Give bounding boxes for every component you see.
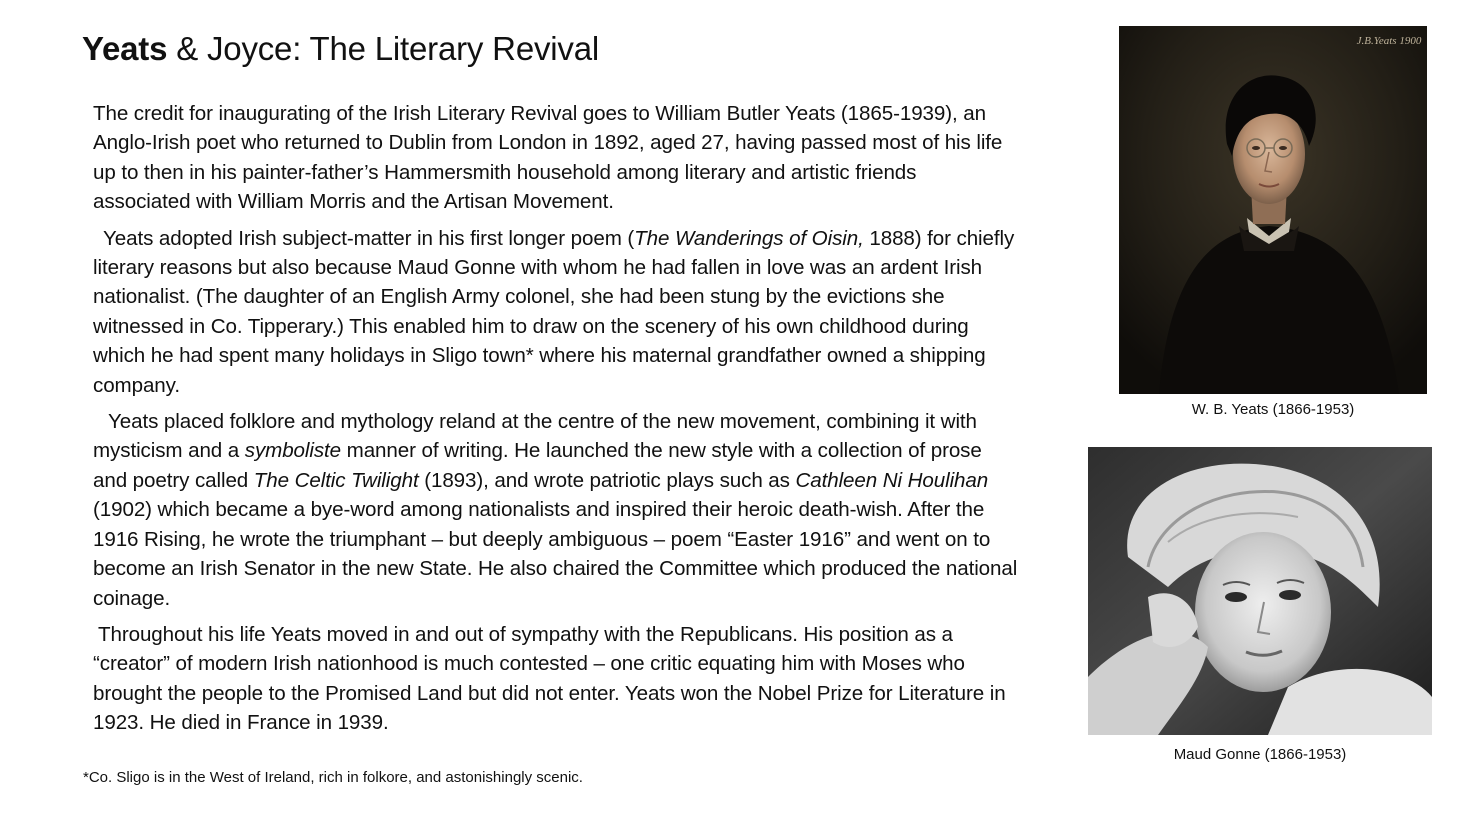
title-bold: Yeats bbox=[82, 30, 168, 67]
yeats-caption: W. B. Yeats (1866-1953) bbox=[1191, 401, 1355, 418]
paragraph-1: The credit for inaugurating of the Irish Literary Revival goes to William Butler Yeats (1865-1939), an Anglo-Irish poet who returned to Dublin from London in 1892, aged 27, having passed most of his life up to then in his painter-father’s Hammersmith household among literary and artistic friends associated with William Morris and the Artisan Movement. bbox=[93, 102, 1003, 214]
title-rest: & Joyce: The Literary Revival bbox=[167, 30, 599, 67]
body-text bbox=[93, 99, 1018, 745]
slide-title bbox=[82, 30, 599, 68]
paragraph-2: Yeats adopted Irish subject-matter in his first longer poem (The Wanderings of Oisin, 1888) for chiefly literary reasons but also because Maud Gonne with whom he had fallen in love was an ardent Irish nationalist. (The daughter of an English Army colonel, she had been stung by the evictions she witnessed in Co. Tipperary.) This enabled him to draw on the scenery of his own childhood during which he had spent many holidays in Sligo town* where his maternal grandfather owned a shipping company. bbox=[93, 226, 1015, 397]
maud-gonne-photo bbox=[1088, 447, 1432, 735]
poem-title: The Wanderings of Oisin, bbox=[634, 226, 864, 250]
maud-gonne-caption: Maud Gonne (1866-1953) bbox=[1173, 746, 1347, 763]
paragraph-3: Yeats placed folklore and mythology reland at the centre of the new movement, combining it with mysticism and a symboliste manner of writing. He launched the new style with a collection of prose and poetry called The Celtic Twilight (1893), and wrote patriotic plays such as Cathleen Ni Houlihan (1902) which became a bye-word among nationalists and inspired their heroic death-wish. After the 1916 Rising, he wrote the triumphant – but deeply ambiguous – poem “Easter 1916” and went on to become an Irish Senator in the new State. He also chaired the Committee which produced the national coinage. bbox=[93, 410, 1018, 610]
painter-signature: J.B.Yeats 1900 bbox=[1356, 35, 1422, 47]
yeats-portrait-image bbox=[1119, 26, 1427, 394]
footnote: *Co. Sligo is in the West of Ireland, rich in folkore, and astonishingly scenic. bbox=[83, 769, 583, 786]
paragraph-4: Throughout his life Yeats moved in and out of sympathy with the Republicans. His position as a “creator” of modern Irish nationhood is much contested – one critic equating him with Moses who brought the people to the Promised Land but did not enter. Yeats won the Nobel Prize for Literature in 1923. He died in France in 1939. bbox=[93, 622, 1006, 735]
